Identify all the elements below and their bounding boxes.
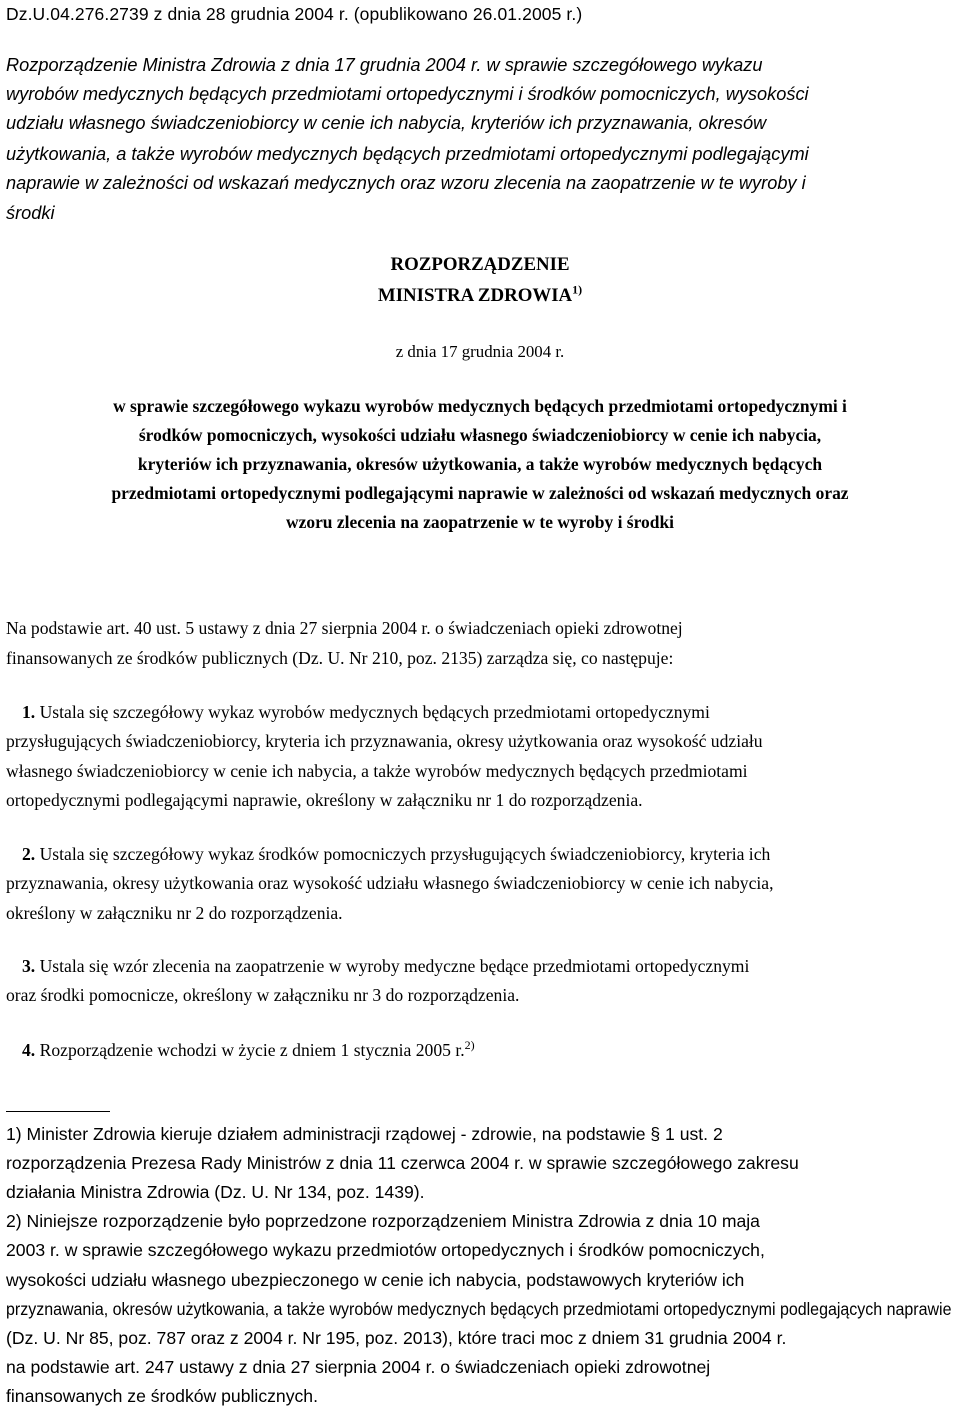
paragraph-first-line — [6, 1038, 475, 1060]
preamble-line: Na podstawie art. 40 ust. 5 ustawy z dnia 27 sierpnia 2004 r. o świadczeniach opieki zdrowotnej — [6, 618, 683, 638]
heading-line-1: ROZPORZĄDZENIE — [390, 254, 570, 275]
footnote-line: (Dz. U. Nr 85, poz. 787 oraz z 2004 r. Nr 195, poz. 2013), które traci moc z dniem 31 grudnia 2004 r. — [6, 1328, 787, 1348]
footnote-line: przyznawania, okresów użytkowania, a także wyrobów medycznych będących przedmiotami ortopedycznymi podlegających naprawie — [6, 1299, 952, 1319]
paragraph-text: Ustala się szczegółowy wykaz wyrobów medycznych będących przedmiotami ortopedycznymi — [35, 702, 710, 722]
paragraph-number: 3. — [22, 956, 36, 976]
footnote-line: finansowanych ze środków publicznych. — [6, 1386, 318, 1406]
paragraph-number: 2. — [22, 844, 36, 864]
paragraph-text: Ustala się szczegółowy wykaz środków pomocniczych przysługujących świadczeniobiorcy, kryteria ich — [35, 844, 771, 864]
paragraph-line: oraz środki pomocnicze, określony w załączniku nr 3 do rozporządzenia. — [6, 985, 520, 1005]
footnote-line: 2) Niniejsze rozporządzenie było poprzedzone rozporządzeniem Ministra Zdrowia z dnia 10 maja — [6, 1211, 760, 1231]
intro-line: udziału własnego świadczeniobiorcy w cenie ich nabycia, kryteriów ich przyznawania, okresów — [6, 113, 767, 133]
paragraph-number: 1. — [22, 702, 36, 722]
footnote-line: 2003 r. w sprawie szczegółowego wykazu przedmiotów ortopedycznych i środków pomocniczych, — [6, 1240, 765, 1260]
intro-line: naprawie w zależności od wskazań medycznych oraz wzoru zlecenia na zaopatrzenie w te wyroby i — [6, 173, 806, 193]
heading-date: z dnia 17 grudnia 2004 r. — [395, 342, 565, 361]
paragraph-line: przysługujących świadczeniobiorcy, kryteria ich przyznawania, okresy użytkowania oraz wysokość udziału — [6, 731, 763, 751]
paragraph-first-line — [6, 846, 770, 864]
footnote-line: działania Ministra Zdrowia (Dz. U. Nr 134, poz. 1439). — [6, 1182, 425, 1202]
paragraph-line: określony w załączniku nr 2 do rozporządzenia. — [6, 903, 343, 923]
document-citation: Dz.U.04.276.2739 z dnia 28 grudnia 2004 r. (opublikowano 26.01.2005 r.) — [6, 4, 583, 24]
subject-line: kryteriów ich przyznawania, okresów użytkowania, a także wyrobów medycznych będących — [137, 454, 823, 474]
footnote-line: na podstawie art. 247 ustawy z dnia 27 sierpnia 2004 r. o świadczeniach opieki zdrowotnej — [6, 1357, 711, 1377]
footnote-separator — [6, 1111, 110, 1112]
paragraph-number: 4. — [22, 1040, 36, 1060]
heading-line-2 — [4, 282, 956, 306]
footnote-ref-2: 2) — [464, 1038, 475, 1053]
intro-line: wyrobów medycznych będących przedmiotami ortopedycznymi i środków pomocniczych, wysokości — [6, 84, 809, 104]
heading-ministry: MINISTRA ZDROWIA — [377, 285, 573, 306]
paragraph-text: Rozporządzenie wchodzi w życie z dniem 1 stycznia 2005 r. — [35, 1040, 465, 1060]
subject-line: wzoru zlecenia na zaopatrzenie w te wyroby i środki — [285, 512, 675, 532]
paragraph-line: przyznawania, okresy użytkowania oraz wysokość udziału własnego świadczeniobiorcy w cenie ich nabycia, — [6, 873, 774, 893]
subject-line: przedmiotami ortopedycznymi podlegającymi naprawie w zależności od wskazań medycznych oraz — [111, 483, 849, 503]
paragraph-first-line — [6, 704, 710, 722]
paragraph-line: własnego świadczeniobiorcy w cenie ich nabycia, a także wyrobów medycznych będących przedmiotami — [6, 761, 748, 781]
paragraph-first-line — [6, 958, 749, 976]
subject-line: w sprawie szczegółowego wykazu wyrobów medycznych będących przedmiotami ortopedycznymi i — [113, 396, 847, 416]
intro-line: użytkowania, a także wyrobów medycznych będących przedmiotami ortopedycznymi podlegającymi — [6, 144, 809, 164]
preamble-line: finansowanych ze środków publicznych (Dz. U. Nr 210, poz. 2135) zarządza się, co następuje: — [6, 648, 674, 668]
footnote-line: wysokości udziału własnego ubezpieczonego w cenie ich nabycia, podstawowych kryteriów ich — [6, 1270, 745, 1290]
subject-line: środków pomocniczych, wysokości udziału własnego świadczeniobiorcy w cenie ich nabycia, — [138, 425, 822, 445]
footnote-ref-1: 1) — [572, 282, 583, 297]
intro-line: Rozporządzenie Ministra Zdrowia z dnia 17 grudnia 2004 r. w sprawie szczegółowego wykazu — [6, 55, 763, 75]
paragraph-line: ortopedycznymi podlegającymi naprawie, określony w załączniku nr 1 do rozporządzenia. — [6, 790, 643, 810]
paragraph-text: Ustala się wzór zlecenia na zaopatrzenie w wyroby medyczne będące przedmiotami ortopedycznymi — [35, 956, 750, 976]
footnote-line: 1) Minister Zdrowia kieruje działem administracji rządowej - zdrowie, na podstawie § 1 ust. 2 — [6, 1124, 723, 1144]
intro-line: środki — [6, 203, 55, 223]
footnote-line: rozporządzenia Prezesa Rady Ministrów z dnia 11 czerwca 2004 r. w sprawie szczegółowego zakresu — [6, 1153, 799, 1173]
